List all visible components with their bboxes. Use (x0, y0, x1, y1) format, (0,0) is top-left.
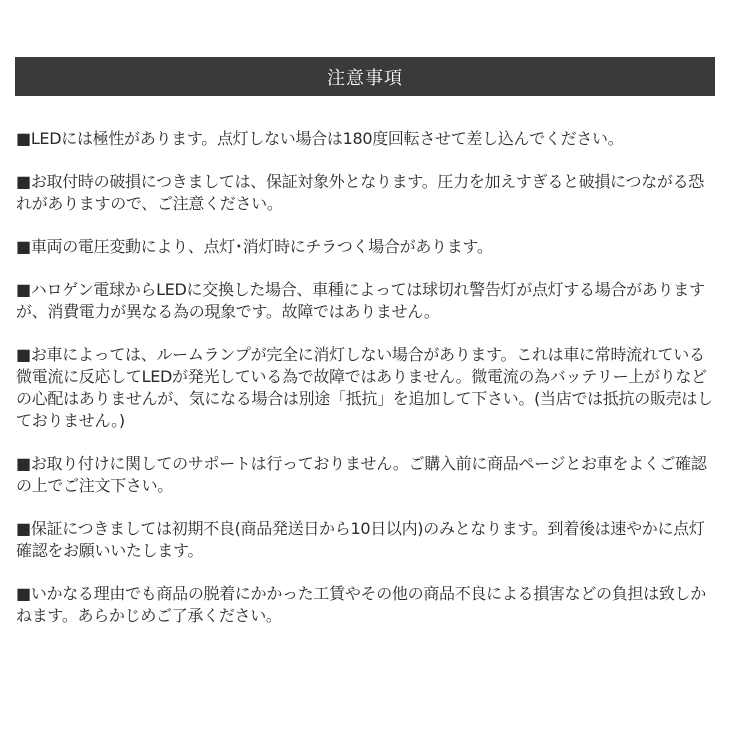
header-bar (15, 57, 715, 96)
note-damage: ■お取付時の破損につきましては、保証対象外となります。圧力を加えすぎると破損につながる恐れがありますので、ご注意ください。 (16, 172, 704, 213)
note-flicker: ■車両の電圧変動により、点灯･消灯時にチラつく場合があります。 (16, 237, 493, 256)
note-room-lamp: ■お車によっては、ルームランプが完全に消灯しない場合があります。これは車に常時流れている微電流に反応してLEDが発光している為で故障ではありません。微電流の為バッテリー上がりなどの心配はありませんが、気になる場合は別途「抵抗」を追加して下さい。(当店では抵抗の販売はしておりません。) (16, 345, 713, 430)
note-polarity: ■LEDには極性があります。点灯しない場合は180度回転させて差し込んでください。 (16, 129, 624, 148)
page-title: 注意事項 (327, 67, 403, 89)
note-warning-light: ■ハロゲン電球からLEDに交換した場合、車種によっては球切れ警告灯が点灯する場合がありますが、消費電力が異なる為の現象です。故障ではありません。 (16, 280, 705, 321)
note-liability: ■いかなる理由でも商品の脱着にかかった工賃やその他の商品不良による損害などの負担は致しかねます。あらかじめご了承ください。 (16, 584, 706, 625)
note-warranty: ■保証につきましては初期不良(商品発送日から10日以内)のみとなります。到着後は速やかに点灯確認をお願いいたします。 (16, 519, 705, 560)
note-support: ■お取り付けに関してのサポートは行っておりません。ご購入前に商品ページとお車をよくご確認の上でご注文下さい。 (16, 454, 707, 495)
notes-list (16, 128, 718, 648)
